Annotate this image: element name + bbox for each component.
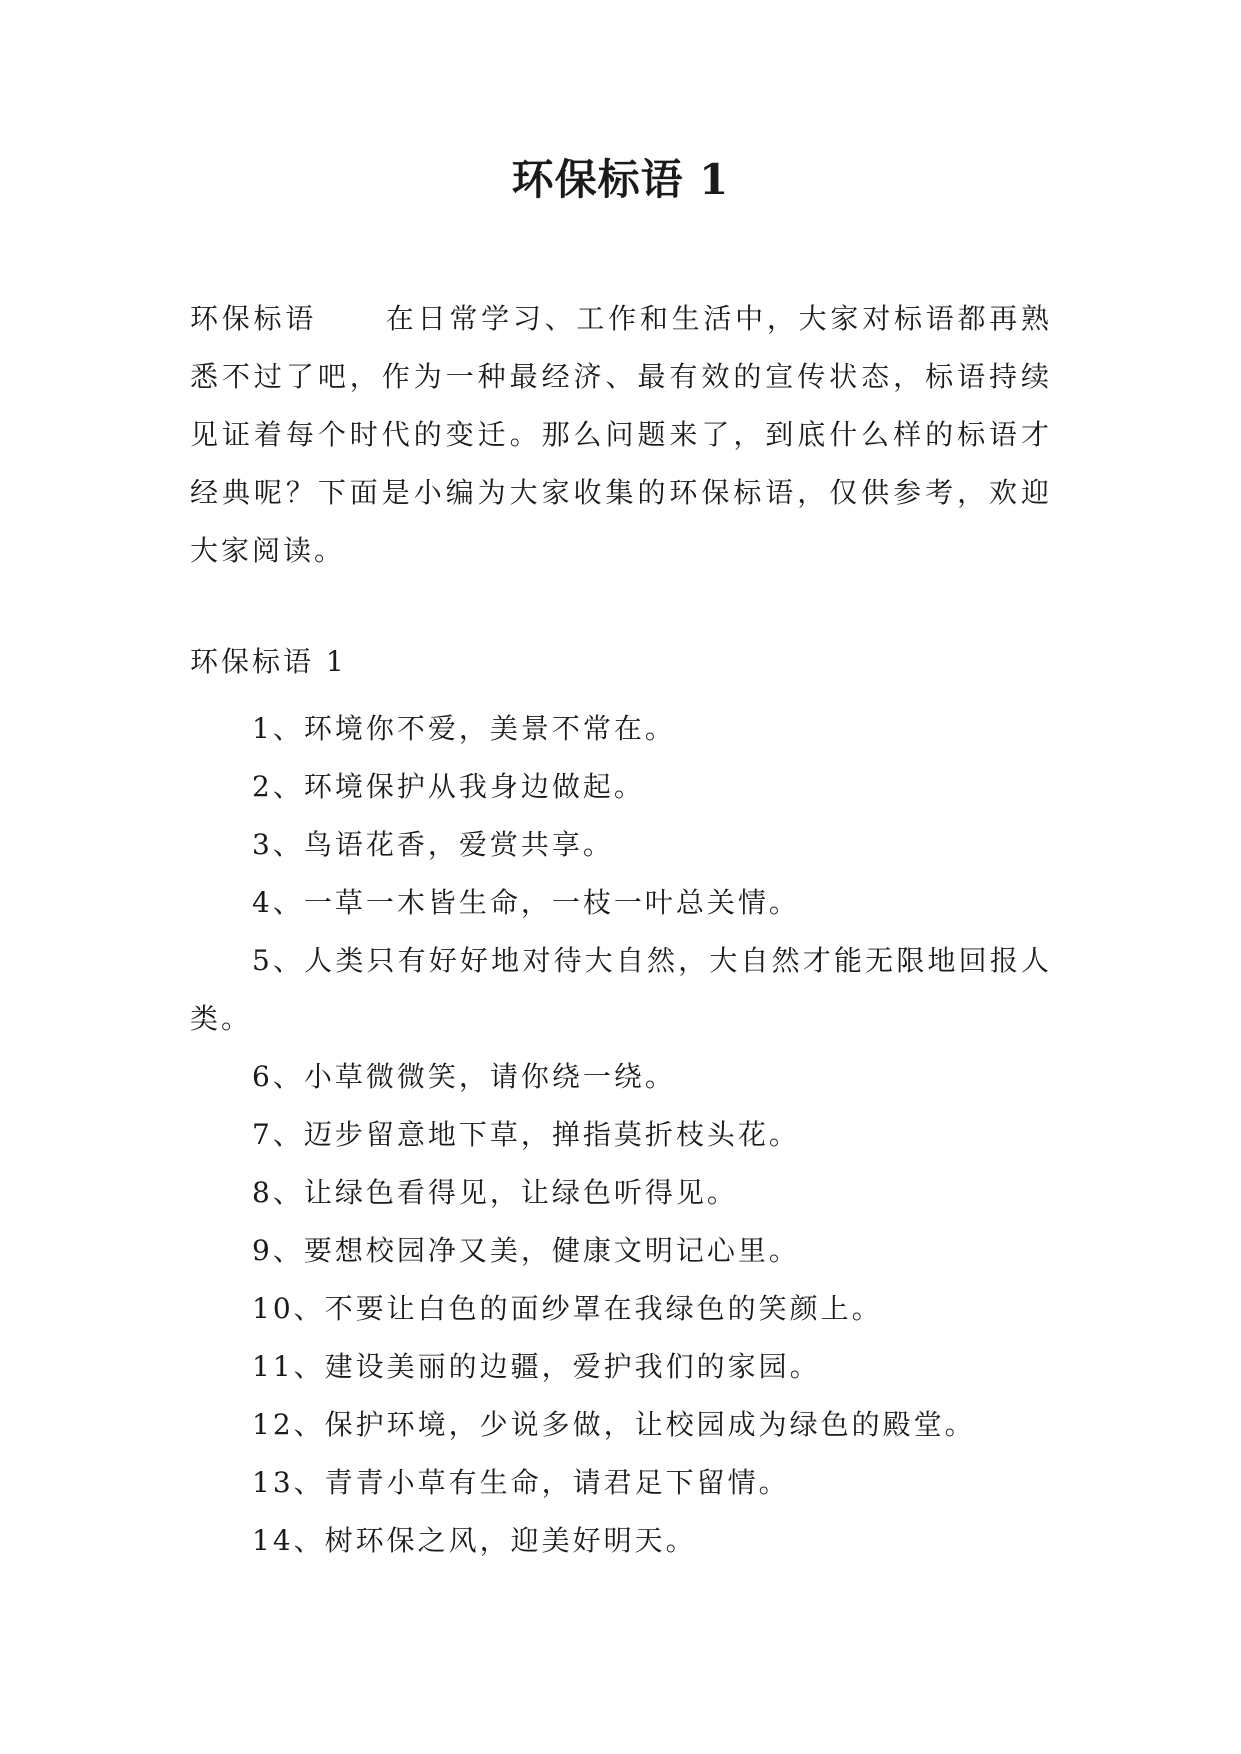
slogan-item: 11、建设美丽的边疆，爱护我们的家园。 xyxy=(252,1350,821,1383)
section-heading: 环保标语 1 xyxy=(190,645,347,678)
slogan-item: 1、环境你不爱，美景不常在。 xyxy=(252,712,676,745)
slogan-item: 14、树环保之风，迎美好明天。 xyxy=(252,1524,697,1557)
slogan-item: 9、要想校园净又美，健康文明记心里。 xyxy=(252,1234,800,1267)
intro-paragraph xyxy=(190,290,1052,580)
slogan-item: 2、环境保护从我身边做起。 xyxy=(252,770,645,803)
document-title: 环保标语 1 xyxy=(511,155,730,204)
slogan-item: 13、青青小草有生命，请君足下留情。 xyxy=(252,1466,790,1499)
slogan-item: 5、人类只有好好地对待大自然，大自然才能无限地回报人类。 xyxy=(190,944,1052,1035)
intro-lead: 环保标语 xyxy=(190,302,318,335)
slogan-item: 4、一草一木皆生命，一枝一叶总关情。 xyxy=(252,886,800,919)
intro-body: 在日常学习、工作和生活中，大家对标语都再熟悉不过了吧，作为一种最经济、最有效的宣传状态，标语持续见证着每个时代的变迁。那么问题来了，到底什么样的标语才经典呢？下面是小编为大家收集的环保标语，仅供参考，欢迎大家阅读。 xyxy=(190,302,1052,567)
slogan-item: 3、鸟语花香，爱赏共享。 xyxy=(252,828,614,861)
slogan-list xyxy=(190,700,1052,1570)
slogan-item: 10、不要让白色的面纱罩在我绿色的笑颜上。 xyxy=(252,1292,883,1325)
slogan-item: 12、保护环境，少说多做，让校园成为绿色的殿堂。 xyxy=(252,1408,976,1441)
slogan-item: 7、迈步留意地下草，掸指莫折枝头花。 xyxy=(252,1118,800,1151)
slogan-item: 6、小草微微笑，请你绕一绕。 xyxy=(252,1060,676,1093)
slogan-item: 8、让绿色看得见，让绿色听得见。 xyxy=(252,1176,738,1209)
